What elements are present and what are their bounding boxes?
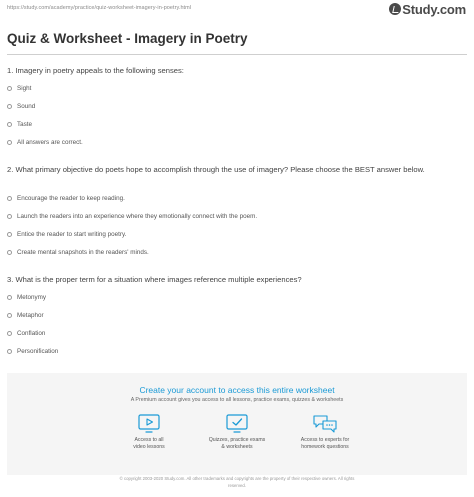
feature-line-2: & worksheets [221,443,253,450]
question-2-option-4[interactable] [7,247,149,257]
question-2-option-2[interactable] [7,211,257,221]
radio-button[interactable] [7,214,12,219]
question-1-option-2[interactable] [7,101,35,111]
option-label: Personification [17,347,59,355]
feature-experts [280,414,370,450]
radio-button[interactable] [7,295,12,300]
logo-text: Study.com [402,1,466,17]
feature-label [192,437,282,450]
question-3-option-3[interactable] [7,328,45,338]
radio-button[interactable] [7,104,12,109]
option-label: Metaphor [17,311,44,319]
radio-button[interactable] [7,313,12,318]
question-2-option-1[interactable] [7,193,125,203]
page-title: Quiz & Worksheet - Imagery in Poetry [7,31,248,46]
radio-button[interactable] [7,122,12,127]
option-label: Create mental snapshots in the readers' minds. [17,248,149,256]
radio-button[interactable] [7,140,12,145]
option-label: Entice the reader to start writing poetry. [17,230,127,238]
radio-button[interactable] [7,331,12,336]
option-label: Encourage the reader to keep reading. [17,194,125,202]
question-1-option-3[interactable] [7,119,32,129]
feature-quizzes [192,414,282,450]
feature-label [280,437,370,450]
cta-title-link[interactable]: Create your account to access this entire worksheet [139,385,335,395]
radio-button[interactable] [7,250,12,255]
feature-line-1: Quizzes, practice exams [208,437,266,443]
option-label: Launch the readers into an experience where they emotionally connect with the poem. [17,212,258,220]
option-label: Taste [17,120,33,128]
feature-line-2: homework questions [301,443,349,450]
feature-line-2: video lessons [133,443,165,450]
question-3-option-1[interactable] [7,292,46,302]
title-divider [7,54,467,55]
study-logo-icon [389,3,401,15]
header-bar [0,0,474,20]
chat-bubbles-icon [312,414,338,434]
option-label: Metonymy [17,293,47,301]
feature-video-lessons [104,414,194,450]
radio-button[interactable] [7,196,12,201]
footer-line-2: reserved. [228,482,246,488]
cta-subtitle: A Premium account gives you access to all lessons, practice exams, quizzes & worksheets [130,397,344,403]
option-label: Sight [17,84,32,92]
question-1-option-1[interactable] [7,83,31,93]
question-3-option-2[interactable] [7,310,44,320]
question-2-option-3[interactable] [7,229,126,239]
option-label: Sound [17,102,36,110]
question-1-text: 1. Imagery in poetry appeals to the following senses: [7,66,184,75]
feature-line-1: Access to experts for [300,437,350,443]
page-url: https://study.com/academy/practice/quiz-worksheet-imagery-in-poetry.html [7,5,192,11]
option-label: All answers are correct. [17,138,83,146]
study-logo[interactable] [389,2,466,16]
radio-button[interactable] [7,349,12,354]
question-3-text: 3. What is the proper term for a situation where images reference multiple experiences? [7,275,302,284]
question-1-option-4[interactable] [7,137,83,147]
copyright-footer [0,476,474,489]
video-play-icon [137,414,161,434]
premium-cta-panel [7,373,467,475]
feature-label [104,437,194,450]
footer-line-1: © copyright 2003-2020 Study.com. All other trademarks and copyrights are the property of their respective owners. All rights [119,476,355,481]
feature-line-1: Access to all [134,437,164,443]
option-label: Conflation [17,329,46,337]
question-2-text: 2. What primary objective do poets hope to accomplish through the use of imagery? Please choose the BEST answer below. [7,165,425,174]
quiz-checkmark-icon [225,414,249,434]
question-3-option-4[interactable] [7,346,58,356]
radio-button[interactable] [7,232,12,237]
radio-button[interactable] [7,86,12,91]
